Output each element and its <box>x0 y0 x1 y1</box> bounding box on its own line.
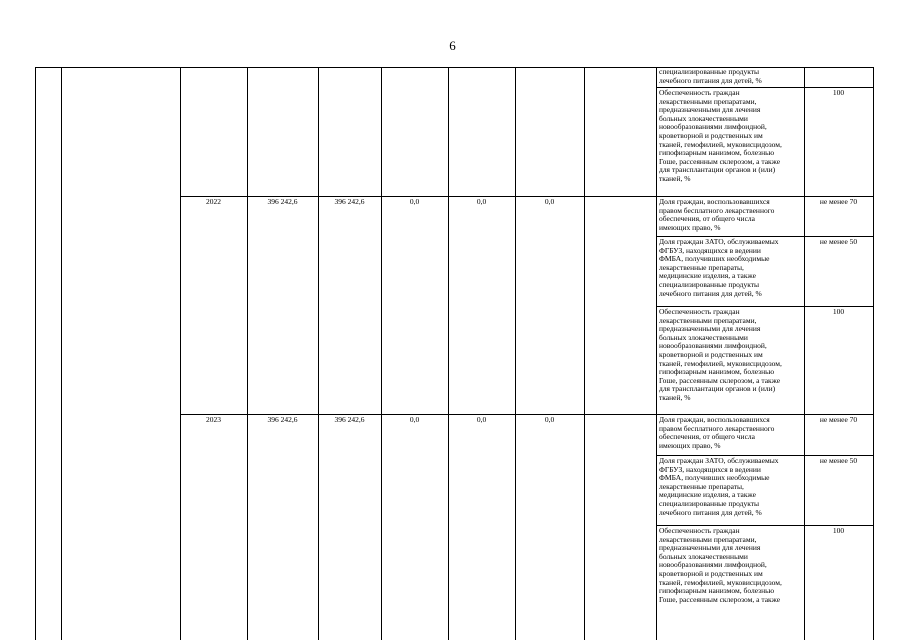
indicator-line: Доля граждан, воспользовавшихся <box>659 415 770 424</box>
indicator-line: больных злокачественными <box>659 332 748 342</box>
amount-cell: 0,0 <box>476 415 487 424</box>
indicator-line: обеспечения, от общего числа <box>659 432 755 442</box>
indicator-line: имеющих право, % <box>659 440 721 450</box>
indicator-line: Гоше, рассеянным склерозом, а также <box>659 594 781 604</box>
indicator-line: тканей, % <box>659 392 691 402</box>
indicator-line: медицинские изделия, а также <box>659 490 756 500</box>
amount-cell: 0,0 <box>409 415 420 424</box>
column-border <box>448 67 449 640</box>
indicator-line: больных злокачественными <box>659 113 748 123</box>
indicator-cell <box>659 68 803 85</box>
indicator-line: предназначенными для лечения <box>659 324 761 334</box>
indicator-line: новообразованиями лимфоидной, <box>659 341 767 351</box>
indicator-line: новообразованиями лимфоидной, <box>659 560 767 570</box>
target-value: не менее 70 <box>819 197 858 206</box>
indicator-line: Гоше, рассеянным склерозом, а также <box>659 156 781 166</box>
indicator-cell <box>659 198 803 232</box>
indicator-line: лекарственные препараты, <box>659 481 744 491</box>
indicator-line: тканей, гемофилией, муковисцидозом, <box>659 139 782 149</box>
indicator-line: имеющих право, % <box>659 222 721 232</box>
column-border <box>247 67 248 640</box>
target-value: 100 <box>832 88 845 97</box>
column-border <box>318 67 319 640</box>
indicator-line: ФГБУЗ, находящихся в ведении <box>659 245 761 255</box>
page-number: 6 <box>449 38 456 53</box>
indicator-line: Обеспеченность граждан <box>659 526 740 535</box>
indicator-line: специализированные продукты <box>659 67 760 76</box>
indicator-line: кроветворной и родственных им <box>659 349 763 359</box>
indicator-line: лекарственными препаратами, <box>659 534 757 544</box>
indicator-cell <box>659 238 803 298</box>
indicator-line: Доля граждан ЗАТО, обслуживаемых <box>659 237 779 246</box>
indicator-line: ФГБУЗ, находящихся в ведении <box>659 464 761 474</box>
indicator-cell <box>659 457 803 517</box>
indicator-line: тканей, гемофилией, муковисцидозом, <box>659 577 782 587</box>
year-cell: 2023 <box>206 415 221 424</box>
indicator-line: лечебного питания для детей, % <box>659 507 762 517</box>
indicator-line: лечебного питания для детей, % <box>659 288 762 298</box>
indicator-line: Обеспеченность граждан <box>659 307 740 316</box>
target-value: не менее 50 <box>819 237 858 246</box>
indicator-line: предназначенными для лечения <box>659 543 761 553</box>
indicator-line: специализированные продукты <box>659 498 760 508</box>
indicator-line: для трансплантации органов и (или) <box>659 384 776 394</box>
indicator-cell <box>659 89 803 184</box>
column-border <box>584 67 585 640</box>
indicator-line: лекарственные препараты, <box>659 262 744 272</box>
column-border <box>180 67 181 640</box>
amount-cell: 0,0 <box>544 415 555 424</box>
indicator-line: для трансплантации органов и (или) <box>659 165 776 175</box>
amount-cell: 396 242,6 <box>334 197 365 206</box>
amount-cell: 396 242,6 <box>334 415 365 424</box>
column-border <box>873 67 874 640</box>
indicator-line: тканей, % <box>659 173 691 183</box>
indicator-line: предназначенными для лечения <box>659 105 761 115</box>
target-value: 100 <box>832 307 845 316</box>
indicator-line: Гоше, рассеянным склерозом, а также <box>659 375 781 385</box>
amount-cell: 0,0 <box>544 197 555 206</box>
indicator-line: больных злокачественными <box>659 551 748 561</box>
indicator-line: Доля граждан, воспользовавшихся <box>659 197 770 206</box>
target-value: 100 <box>832 526 845 535</box>
indicator-line: обеспечения, от общего числа <box>659 214 755 224</box>
indicator-line: лечебного питания для детей, % <box>659 75 762 85</box>
indicator-line: тканей, гемофилией, муковисцидозом, <box>659 358 782 368</box>
indicator-line: лекарственными препаратами, <box>659 315 757 325</box>
indicator-line: правом бесплатного лекарственного <box>659 205 775 215</box>
column-border <box>381 67 382 640</box>
indicator-line: гипофизарным нанизмом, болезнью <box>659 586 775 596</box>
indicator-cell <box>659 416 803 450</box>
indicator-line: кроветворной и родственных им <box>659 568 763 578</box>
indicator-line: Доля граждан ЗАТО, обслуживаемых <box>659 456 779 465</box>
column-border <box>35 67 36 640</box>
column-border <box>515 67 516 640</box>
indicator-line: гипофизарным нанизмом, болезнью <box>659 148 775 158</box>
indicator-line: новообразованиями лимфоидной, <box>659 122 767 132</box>
indicator-line: ФМБА, получивших необходимые <box>659 473 770 483</box>
indicator-cell <box>659 308 803 403</box>
amount-cell: 0,0 <box>409 197 420 206</box>
target-value: не менее 50 <box>819 456 858 465</box>
indicator-line: гипофизарным нанизмом, болезнью <box>659 367 775 377</box>
indicator-line: медицинские изделия, а также <box>659 271 756 281</box>
indicator-line: правом бесплатного лекарственного <box>659 423 775 433</box>
indicator-line: кроветворной и родственных им <box>659 130 763 140</box>
indicator-line: ФМБА, получивших необходимые <box>659 254 770 264</box>
indicator-line: Обеспеченность граждан <box>659 88 740 97</box>
indicator-cell <box>659 527 803 604</box>
indicator-line: специализированные продукты <box>659 279 760 289</box>
column-border <box>804 67 805 640</box>
amount-cell: 396 242,6 <box>267 197 298 206</box>
amount-cell: 0,0 <box>476 197 487 206</box>
amount-cell: 396 242,6 <box>267 415 298 424</box>
column-border <box>61 67 62 640</box>
year-cell: 2022 <box>206 197 221 206</box>
indicator-line: лекарственными препаратами, <box>659 96 757 106</box>
target-value: не менее 70 <box>819 415 858 424</box>
column-border <box>656 67 657 640</box>
